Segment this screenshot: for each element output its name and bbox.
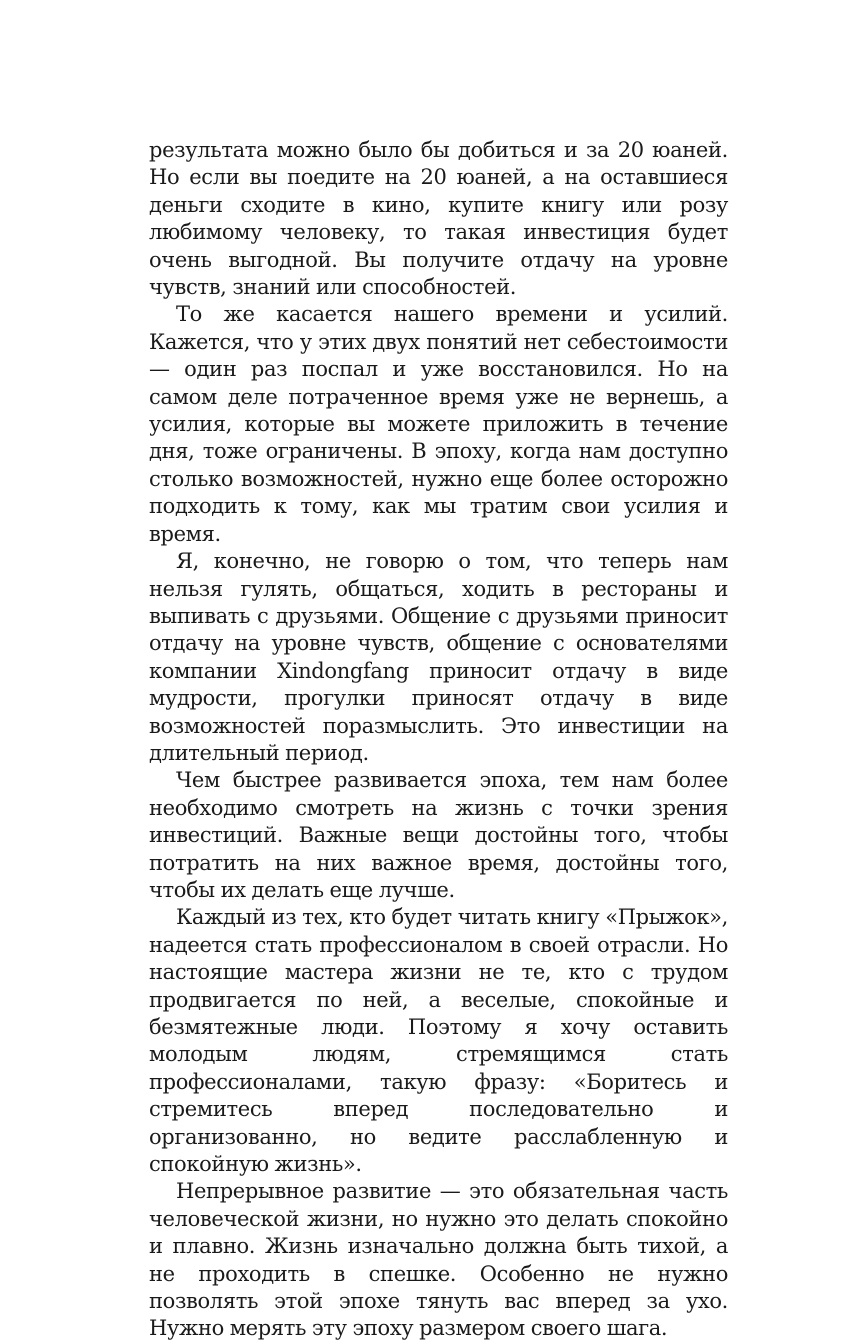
paragraph-time-and-effort: То же касается нашего времени и усилий. Кажется, что у этих двух понятий нет себестоимости — один раз поспал и уже восстановился. Но на самом деле потраченное время уже не вернешь, а усилия, которые вы можете приложить в течение дня, тоже ограничены. В эпоху, когда нам доступно столько возможностей, нужно еще более осторожно подходить к тому, как мы тратим свои усилия и время. xyxy=(149,302,728,546)
page-text xyxy=(149,137,728,1343)
paragraph-continued: результата можно было бы добиться и за 20 юаней. Но если вы поедите на 20 юаней, а на оставшиеся деньги сходите в кино, купите книгу или розу любимому человеку, то такая инвестиция будет очень выгодной. Вы получите отдачу на уровне чувств, знаний или способностей. xyxy=(149,138,728,300)
paragraph-fast-era: Чем быстрее развивается эпоха, тем нам более необходимо смотреть на жизнь с точки зрения инвестиций. Важные вещи достойны того, чтобы потратить на них важное время, достойны того, чтобы их делать еще лучше. xyxy=(149,768,728,902)
paragraph-leisure: Я, конечно, не говорю о том, что теперь нам нельзя гулять, общаться, ходить в рестораны и выпивать с друзьями. Общение с друзьями приносит отдачу на уровне чувств, общение с основателями компании Xindongfang приносит отдачу в виде мудрости, прогулки приносят отдачу в виде возможностей поразмыслить. Это инвестиции на длительный период. xyxy=(149,549,728,765)
paragraph-professionals: Каждый из тех, кто будет читать книгу «Прыжок», надеется стать профессионалом в своей отрасли. Но настоящие мастера жизни не те, кто с трудом продвигается по ней, а веселые, спокойные и безмятежные люди. Поэтому я хочу оставить молодым людям, стремящимся стать профессионалами, такую фразу: «Боритесь и стремитесь вперед последовательно и организованно, но ведите расслабленную и спокойную жизнь». xyxy=(149,905,728,1177)
paragraph-continuous-development: Непрерывное развитие — это обязательная часть человеческой жизни, но нужно это делать спокойно и плавно. Жизнь изначально должна быть тихой, а не проходить в спешке. Особенно не нужно позволять этой эпохе тянуть вас вперед за ухо. Нужно мерять эту эпоху размером своего шага. xyxy=(149,1179,728,1341)
